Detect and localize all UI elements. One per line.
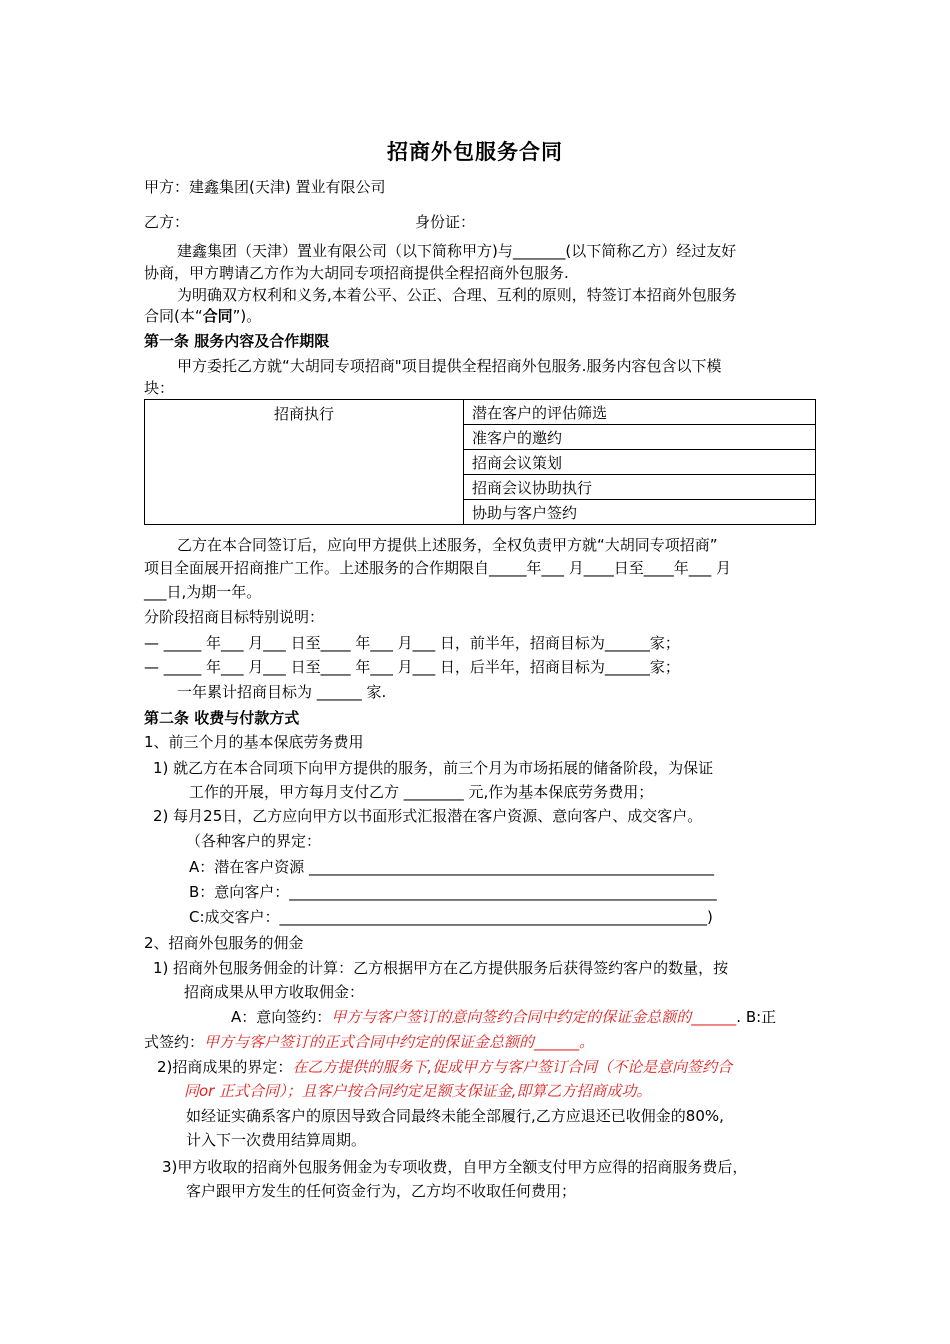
service-item: 准客户的邀约 xyxy=(464,425,816,450)
party-b-label: 乙方： xyxy=(144,213,190,231)
customer-def-a: A：潜在客户资源 ______________________________________________________ xyxy=(189,858,715,876)
party-a: 甲方：建鑫集团(天津) 置业有限公司 xyxy=(144,178,386,196)
intro-contract-term: 合同 xyxy=(202,307,233,325)
intro-line-3: 为明确双方权利和义务,本着公平、公正、合理、互利的原则，特签订本招商外包服务 xyxy=(177,286,737,304)
article-1-para-2c: ___日,为期一年。 xyxy=(144,583,262,601)
service-item: 协助与客户签约 xyxy=(464,500,816,525)
contract-title: 招商外包服务合同 xyxy=(387,140,563,164)
commission-a-text: 甲方与客户签订的意向签约合同中约定的保证金总额的______ xyxy=(331,1008,737,1026)
section-1-item-1b: 工作的开展，甲方每月支付乙方 ________ 元,作为基本保底劳务费用； xyxy=(189,783,654,801)
section-2-item-2a xyxy=(157,1057,732,1077)
stage-total: 一年累计招商目标为 ______ 家. xyxy=(177,683,387,701)
section-2-item-3a: 3)甲方收取的招商外包服务佣金为专项收费，自甲方全额支付甲方应得的招商服务费后， xyxy=(162,1158,748,1176)
section-1-item-2: 2) 每月25日，乙方应向甲方以书面形式汇报潜在客户资源、意向客户、成交客户。 xyxy=(153,807,703,825)
article-1-para-2b: 项目全面展开招商推广工作。上述服务的合作期限自_____年___ 月____日至____年___ 月 xyxy=(144,559,732,577)
section-2-item-2d: 计入下一次费用结算周期。 xyxy=(186,1131,367,1149)
section-2-item-3b: 客户跟甲方发生的任何资金行为，乙方均不收取任何费用； xyxy=(186,1182,577,1200)
result-definition-text-1: 在乙方提供的服务下,促成甲方与客户签订合同（不论是意向签约合 xyxy=(292,1058,733,1076)
article-1-para-1a: 甲方委托乙方就“大胡同专项招商"项目提供全程招商外包服务.服务内容包含以下模 xyxy=(177,357,722,375)
intro-line-4 xyxy=(144,306,261,326)
customer-definition-title: （各种客户的界定： xyxy=(186,832,322,850)
intro-line-1: 建鑫集团（天津）置业有限公司（以下简称甲方)与_______(以下简称乙方）经过友好 xyxy=(177,242,737,260)
section-2-title: 2、招商外包服务的佣金 xyxy=(144,934,304,952)
service-item: 招商会议策划 xyxy=(464,450,816,475)
service-category-cell: 招商执行 xyxy=(145,400,464,525)
commission-a xyxy=(231,1007,776,1027)
stage-title: 分阶段招商目标特别说明： xyxy=(144,608,325,626)
section-1-title: 1、前三个月的基本保底劳务费用 xyxy=(144,733,364,751)
section-2-item-2c: 如经证实确系客户的原因导致合同最终未能全部履行,乙方应退还已收佣金的80%, xyxy=(186,1107,724,1125)
commission-b-text: 甲方与客户签订的正式合同中约定的保证金总额的______。 xyxy=(204,1033,595,1051)
commission-b xyxy=(144,1032,594,1052)
result-definition-label: 2)招商成果的界定： xyxy=(157,1058,293,1076)
article-1-heading: 第一条 服务内容及合作期限 xyxy=(144,332,330,350)
intro-post: ”)。 xyxy=(232,307,262,325)
stage-line-1: — _____ 年___ 月___ 日至____ 年___ 月___ 日，前半年，招商目标为______家； xyxy=(144,634,680,652)
commission-a-tail: . B:正 xyxy=(736,1008,777,1026)
service-item: 招商会议协助执行 xyxy=(464,475,816,500)
service-table xyxy=(144,399,816,525)
article-1-para-1b: 块： xyxy=(144,379,175,397)
article-1-para-2a: 乙方在本合同签订后，应向甲方提供上述服务，全权负责甲方就“大胡同专项招商” xyxy=(177,536,718,554)
service-item: 潜在客户的评估筛选 xyxy=(464,400,816,425)
stage-line-2: — _____ 年___ 月___ 日至____ 年___ 月___ 日，后半年，招商目标为______家； xyxy=(144,658,680,676)
customer-def-b: B：意向客户：_________________________________________________________ xyxy=(189,883,717,901)
id-label: 身份证： xyxy=(415,213,476,231)
section-2-item-1a: 1) 招商外包服务佣金的计算：乙方根据甲方在乙方提供服务后获得签约客户的数量，按 xyxy=(153,959,729,977)
commission-a-label: A：意向签约： xyxy=(231,1008,332,1026)
commission-b-label: 式签约： xyxy=(144,1033,205,1051)
section-1-item-1a: 1) 就乙方在本合同项下向甲方提供的服务，前三个月为市场拓展的储备阶段，为保证 xyxy=(153,759,714,777)
intro-pre: 合同(本“ xyxy=(144,307,203,325)
article-2-heading: 第二条 收费与付款方式 xyxy=(144,709,300,727)
customer-def-c: C:成交客户：_________________________________________________________) xyxy=(189,908,713,926)
section-2-item-1b: 招商成果从甲方收取佣金： xyxy=(184,983,365,1001)
intro-line-2: 协商，甲方聘请乙方作为大胡同专项招商提供全程招商外包服务. xyxy=(144,264,569,282)
result-definition-text-2: 同or 正式合同）；且客户按合同约定足额支保证金,即算乙方招商成功。 xyxy=(184,1082,652,1100)
